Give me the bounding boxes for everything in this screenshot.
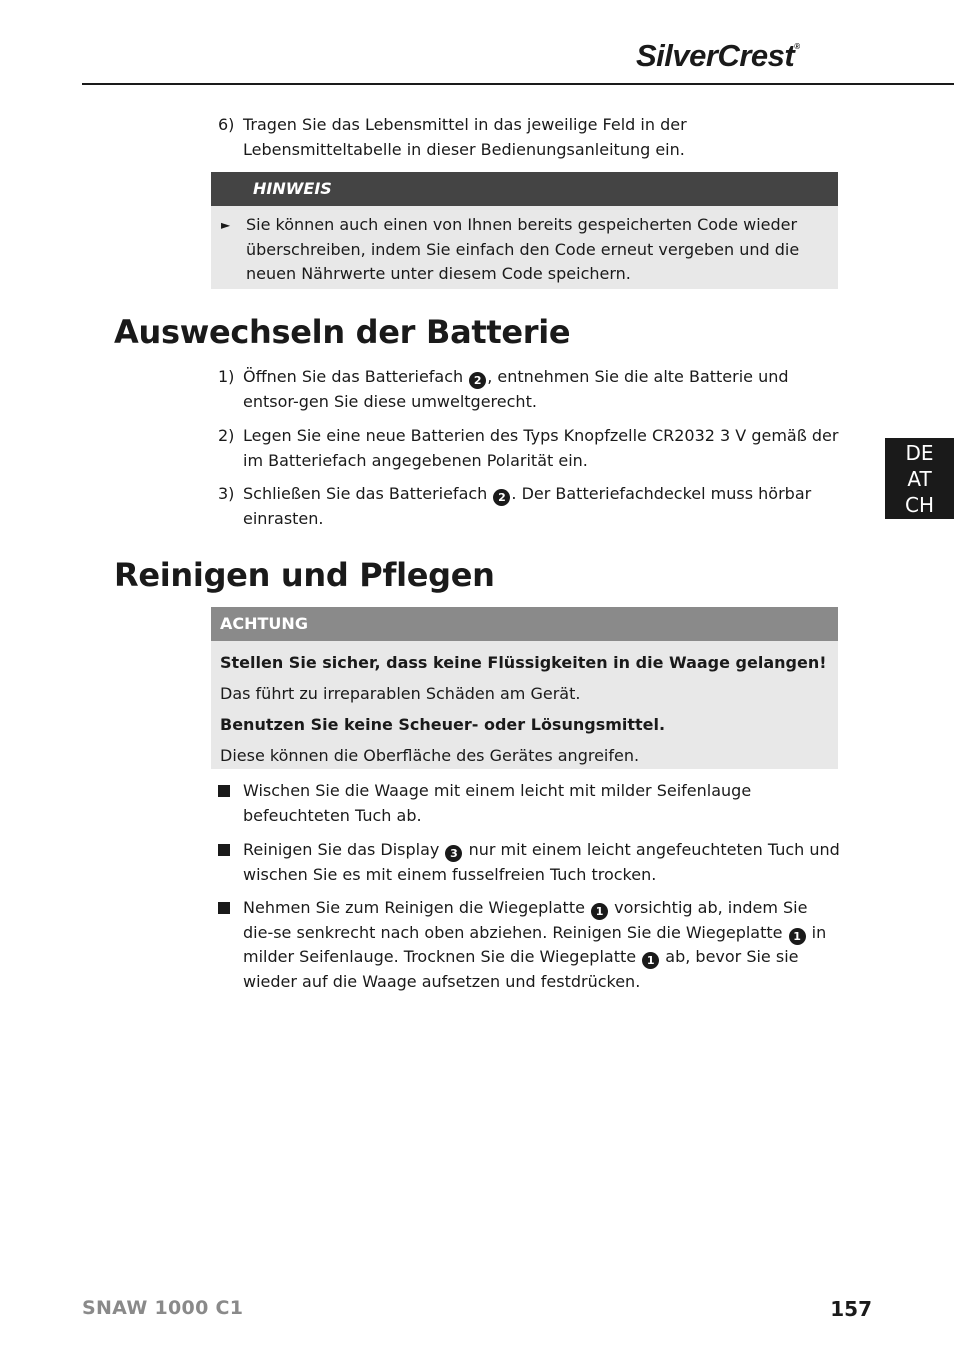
heading-batterie: Auswechseln der Batterie (114, 313, 571, 351)
hinweis-text: Sie können auch einen von Ihnen bereits gespeicherten Code wieder überschreiben, indem Sie einfach den Code erneut vergeben und die neuen Nährwerte unter diesem Code speichern. (246, 215, 800, 283)
step-batterie-2 (218, 424, 840, 473)
hinweis-box (211, 172, 838, 289)
achtung-body (211, 641, 838, 771)
heading-reinigen: Reinigen und Pflegen (114, 556, 495, 594)
brand-logo: SilverCrest® (636, 38, 800, 73)
ref-1-icon: 1 (789, 928, 806, 945)
lang-ch: CH (904, 493, 934, 517)
bullet-text: Wischen Sie die Waage mit einem leicht mit milder Seifenlauge befeuchteten Tuch ab. (243, 781, 752, 825)
bullet-item-2 (218, 838, 842, 887)
bullet-text: Nehmen Sie zum Reinigen die Wiegeplatte 1 vorsichtig ab, indem Sie die-se senkrecht nach oben abziehen. Reinigen Sie die Wiegeplatte 1 in milder Seifenlauge. Trocknen Sie die Wiegeplatte 1 ab, bevor Sie sie wieder auf die Waage aufsetzen und festdrücken. (243, 898, 827, 991)
arrow-icon: ► (221, 218, 231, 232)
ref-1-icon: 1 (642, 952, 659, 969)
achtung-box (211, 607, 838, 769)
step-text: Schließen Sie das Batteriefach 2 . Der Batteriefachdeckel muss hörbar einrasten. (243, 484, 812, 528)
achtung-text-1: Das führt zu irreparablen Schäden am Gerät. (220, 684, 581, 703)
step-number: 3) (218, 484, 235, 503)
lang-de: DE (905, 441, 934, 465)
ref-1-icon: 1 (591, 903, 608, 920)
achtung-title: ACHTUNG (211, 607, 838, 641)
bullet-item-3 (218, 896, 842, 994)
step-text: Tragen Sie das Lebensmittel in das jeweilige Feld in der Lebensmitteltabelle in dieser Bedienungsanleitung ein. (243, 115, 687, 159)
square-bullet-icon (218, 844, 230, 856)
hinweis-body (211, 206, 838, 287)
step-number: 6) (218, 115, 235, 134)
step-batterie-3 (218, 482, 840, 531)
square-bullet-icon (218, 902, 230, 914)
lang-at: AT (907, 467, 932, 491)
footer-model: SNAW 1000 C1 (82, 1297, 244, 1319)
ref-2-icon: 2 (493, 489, 510, 506)
step-6 (218, 113, 840, 162)
achtung-text-2: Diese können die Oberfläche des Gerätes angreifen. (220, 746, 640, 765)
step-number: 1) (218, 367, 235, 386)
bullet-text: Reinigen Sie das Display 3 nur mit einem leicht angefeuchteten Tuch und wischen Sie es mit einem fusselfreien Tuch trocken. (243, 840, 840, 884)
achtung-warning-1: Stellen Sie sicher, dass keine Flüssigkeiten in die Waage gelangen! (220, 653, 827, 672)
ref-2-icon: 2 (469, 372, 486, 389)
page-number: 157 (830, 1297, 872, 1321)
step-text: Legen Sie eine neue Batterien des Typs Knopfzelle CR2032 3 V gemäß der im Batteriefach angegebenen Polarität ein. (243, 426, 839, 470)
step-text: Öffnen Sie das Batteriefach 2 , entnehmen Sie die alte Batterie und entsor-gen Sie diese umweltgerecht. (243, 367, 789, 411)
hinweis-title: HINWEIS (211, 172, 838, 206)
bullet-item-1 (218, 779, 842, 828)
header-rule (82, 83, 954, 85)
step-number: 2) (218, 426, 235, 445)
step-batterie-1 (218, 365, 840, 414)
ref-3-icon: 3 (445, 845, 462, 862)
square-bullet-icon (218, 785, 230, 797)
language-tab (885, 438, 954, 519)
achtung-warning-2: Benutzen Sie keine Scheuer- oder Lösungsmittel. (220, 715, 666, 734)
